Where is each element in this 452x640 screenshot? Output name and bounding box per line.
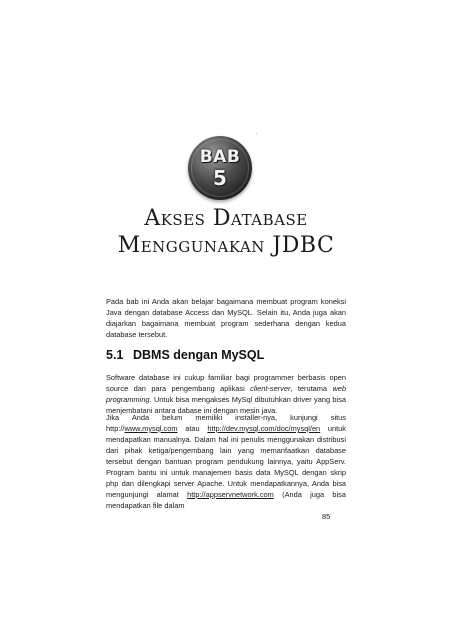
page-number: 85 — [322, 512, 331, 521]
chapter-title-line1: Akses Database — [144, 206, 308, 231]
chapter-badge-number: 5 — [213, 166, 227, 190]
section-title: DBMS dengan MySQL — [133, 348, 265, 362]
chapter-title-line2: Menggunakan JDBC — [117, 233, 335, 258]
para3-text-2: atau — [177, 424, 208, 433]
para2-text-2: , terutama — [290, 384, 333, 393]
link-appservnetwork[interactable]: http://appservnetwork.com — [187, 490, 274, 499]
section-heading — [106, 348, 264, 362]
installer-paragraph — [106, 412, 346, 511]
intro-paragraph: Pada bab ini Anda akan belajar bagaimana membuat program koneksi Java dengan database Access dan MySQL. Selain itu, Anda juga akan diajarkan bagaimana membuat program sederhana dengan kedua database tersebut. — [106, 297, 346, 339]
link-mysql-com[interactable]: www.mysql.com — [124, 424, 178, 433]
link-mysql-docs[interactable]: http://dev.mysql.com/doc/mysql/en — [207, 424, 321, 433]
para2-text-1: Software database ini cukup familiar bagi programmer berbasis open source dan para pengembang aplikasi — [106, 373, 346, 393]
para3-text-1: Jika Anda belum memiliki installer-nya, kunjungi situs http:// — [106, 413, 346, 433]
chapter-badge — [188, 136, 252, 200]
section-number: 5.1 — [106, 348, 124, 362]
para2-text-3: . Untuk bisa mengakses MySql dibutuhkan driver yang bisa menjembatani antara dabase ini dengan mesin java. — [106, 395, 346, 415]
para3-text-4: (Anda juga bisa mendapatkan file dalam — [106, 490, 346, 510]
corner-tick-mark: ' — [256, 133, 257, 139]
para3-text-3: untuk mendapatkan manualnya. Dalam hal ini penulis menggunakan distribusi dari pihak ketiga/pengembang lain yang memanfaatkan database tersebut dengan bantuan program pendukung lainnya, yaitu AppServ. Program bantu ini untuk manajemen basis data MySQL dengan skrip php dan dilengkapi server Apache. Untuk mendapatkannya, Anda bisa mengunjungi alamat — [106, 424, 346, 499]
chapter-title — [0, 205, 452, 259]
chapter-badge-word: BAB — [199, 147, 241, 167]
mysql-intro-paragraph — [106, 372, 346, 416]
para2-italic-client-server: client-server — [250, 384, 291, 393]
para2-italic-web-programming: web programming — [106, 384, 347, 404]
